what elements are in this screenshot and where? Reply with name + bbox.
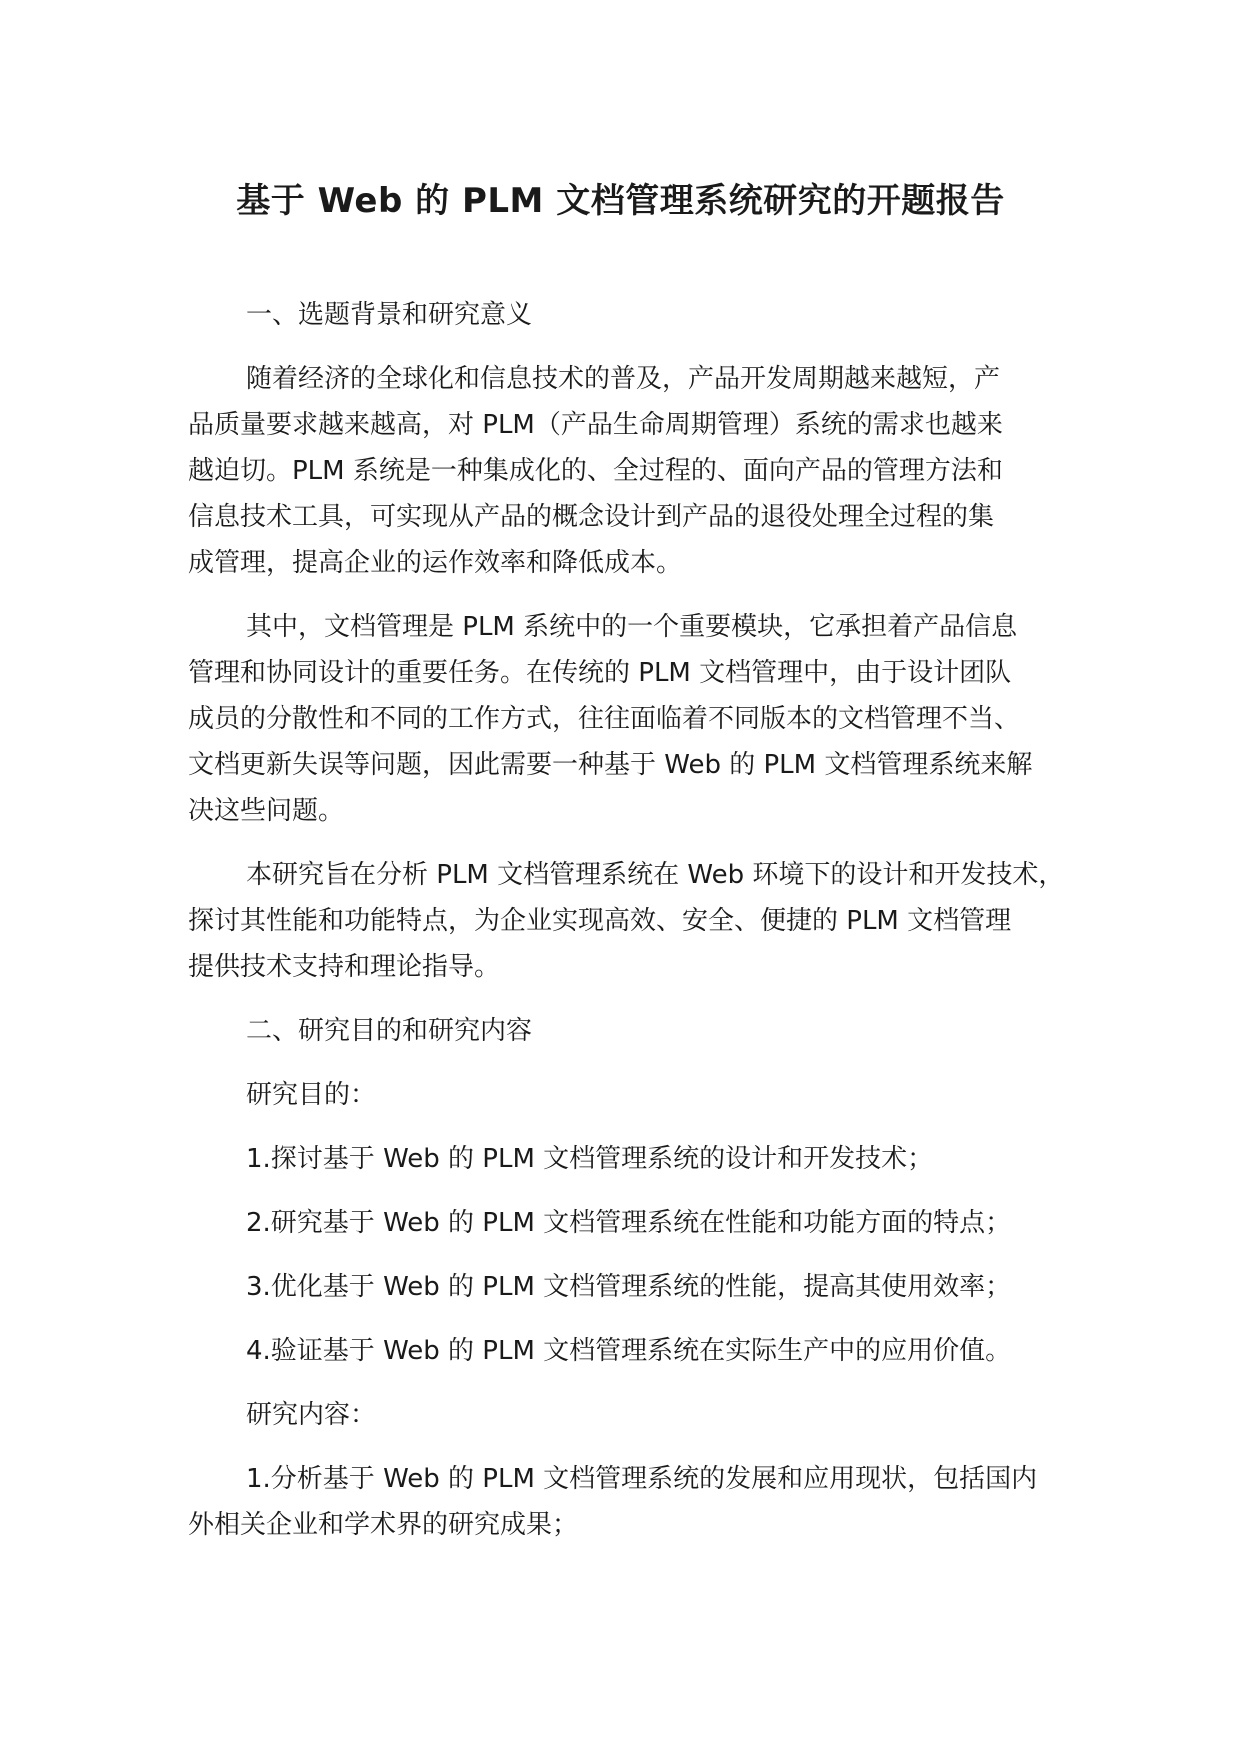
paragraph-line: 1.分析基于 Web 的 PLM 文档管理系统的发展和应用现状，包括国内 bbox=[246, 1464, 1038, 1494]
document-title: 基于 Web 的 PLM 文档管理系统研究的开题报告 bbox=[236, 181, 1005, 221]
content-label: 研究内容： bbox=[246, 1400, 377, 1430]
paragraph-document-management bbox=[188, 604, 1078, 834]
goal-item: 2.研究基于 Web 的 PLM 文档管理系统在性能和功能方面的特点； bbox=[246, 1208, 1012, 1238]
paragraph-line: 外相关企业和学术界的研究成果； bbox=[188, 1510, 579, 1540]
document-body bbox=[188, 292, 1078, 1566]
paragraph-research-aim bbox=[188, 852, 1078, 990]
content-item bbox=[188, 1456, 1078, 1548]
paragraph-line: 品质量要求越来越高，对 PLM（产品生命周期管理）系统的需求也越来 bbox=[188, 410, 1003, 440]
paragraph-line: 成管理，提高企业的运作效率和降低成本。 bbox=[188, 548, 683, 578]
paragraph-line: 管理和协同设计的重要任务。在传统的 PLM 文档管理中，由于设计团队 bbox=[188, 658, 1012, 688]
paragraph-line: 探讨其性能和功能特点，为企业实现高效、安全、便捷的 PLM 文档管理 bbox=[188, 906, 1012, 936]
paragraph-line: 随着经济的全球化和信息技术的普及，产品开发周期越来越短，产 bbox=[246, 364, 1001, 394]
paragraph-line: 信息技术工具，可实现从产品的概念设计到产品的退役处理全过程的集 bbox=[188, 502, 995, 532]
paragraph-line: 本研究旨在分析 PLM 文档管理系统在 Web 环境下的设计和开发技术， bbox=[246, 860, 1065, 890]
paragraph-line: 文档更新失误等问题，因此需要一种基于 Web 的 PLM 文档管理系统来解 bbox=[188, 750, 1033, 780]
goals-label: 研究目的： bbox=[246, 1080, 377, 1110]
goal-item: 1.探讨基于 Web 的 PLM 文档管理系统的设计和开发技术； bbox=[246, 1144, 934, 1174]
paragraph-line: 其中，文档管理是 PLM 系统中的一个重要模块，它承担着产品信息 bbox=[246, 612, 1018, 642]
section-heading-goals-content: 二、研究目的和研究内容 bbox=[246, 1016, 533, 1046]
section-heading-background: 一、选题背景和研究意义 bbox=[246, 300, 533, 330]
paragraph-line: 越迫切。PLM 系统是一种集成化的、全过程的、面向产品的管理方法和 bbox=[188, 456, 1003, 486]
goal-item: 4.验证基于 Web 的 PLM 文档管理系统在实际生产中的应用价值。 bbox=[246, 1336, 1012, 1366]
goal-item: 3.优化基于 Web 的 PLM 文档管理系统的性能，提高其使用效率； bbox=[246, 1272, 1012, 1302]
paragraph-line: 决这些问题。 bbox=[188, 796, 345, 826]
paragraph-background bbox=[188, 356, 1078, 586]
paragraph-line: 成员的分散性和不同的工作方式，往往面临着不同版本的文档管理不当、 bbox=[188, 704, 1021, 734]
paragraph-line: 提供技术支持和理论指导。 bbox=[188, 952, 501, 982]
